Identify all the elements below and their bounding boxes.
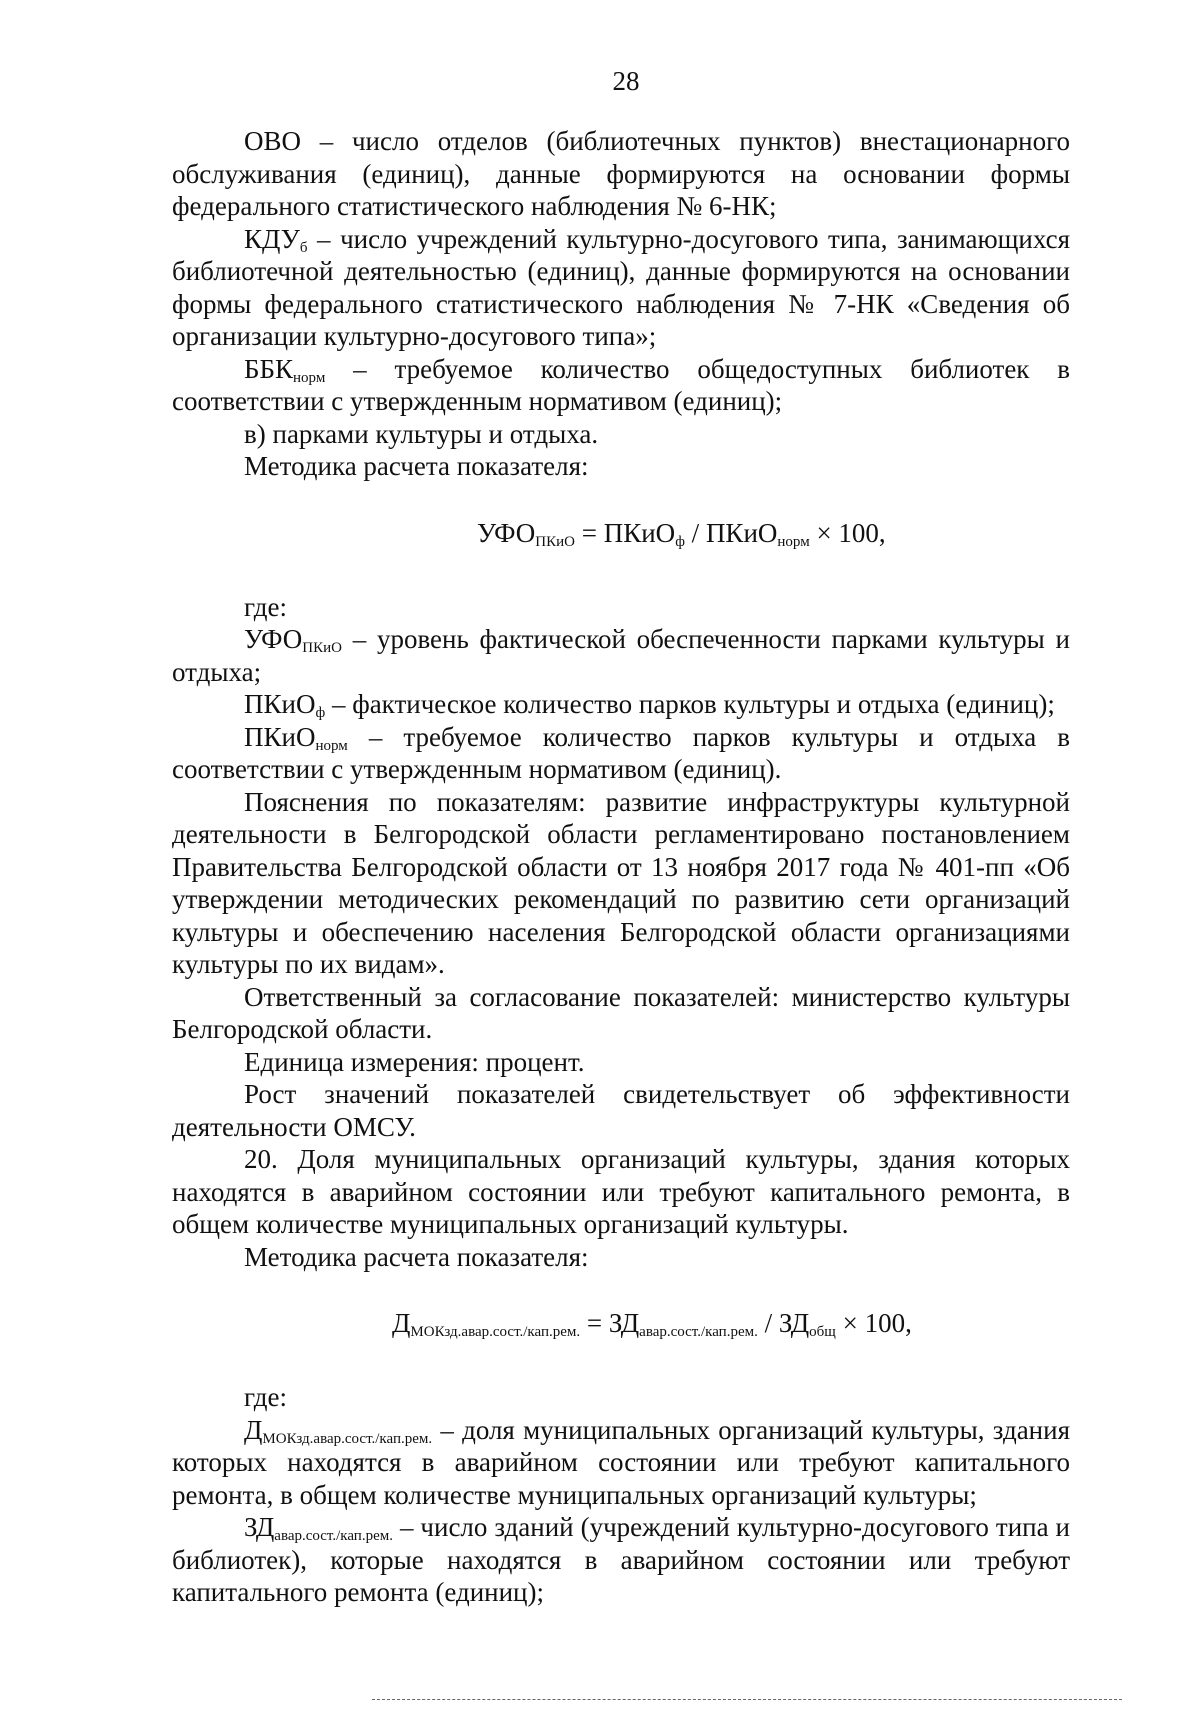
formula-numerator-subscript: ф bbox=[675, 533, 685, 550]
formula-emergency-buildings-share bbox=[172, 1307, 1070, 1339]
term-definition: – требуемое количество парков культуры и отдыха в соответствии с утвержденным нормативом (единиц). bbox=[172, 721, 1070, 784]
formula-lhs: УФО bbox=[477, 517, 536, 548]
paragraph bbox=[172, 688, 1070, 721]
paragraph bbox=[172, 721, 1070, 786]
term-subscript: ПКиО bbox=[302, 640, 342, 656]
term-definition: – число зданий (учреждений культурно-досугового типа и библиотек), которые находятся в аварийном состоянии или требуют капитального ремонта (единиц); bbox=[172, 1512, 1070, 1607]
term-symbol: ПКиО bbox=[244, 689, 316, 719]
paragraph: Единица измерения: процент. bbox=[244, 1046, 585, 1077]
term-subscript: авар.сост./кап.рем. bbox=[274, 1528, 393, 1544]
term-subscript: норм bbox=[315, 737, 348, 754]
term-symbol: ББК bbox=[244, 353, 294, 384]
formula-equals: = bbox=[574, 517, 604, 548]
term-subscript: ф bbox=[315, 705, 326, 721]
term-subscript: МОКзд.авар.сост./кап.рем. bbox=[262, 1430, 433, 1447]
formula-denominator: ПКиО bbox=[705, 517, 778, 548]
paragraph: Рост значений показателей свидетельствует об эффективности деятельности ОМСУ. bbox=[172, 1079, 1070, 1142]
term-symbol: КДУ bbox=[244, 223, 300, 254]
formula-equals: = bbox=[580, 1308, 609, 1338]
formula-numerator: ПКиО bbox=[603, 517, 676, 548]
paragraph: где: bbox=[244, 591, 287, 622]
formula-denominator: ЗД bbox=[778, 1308, 810, 1338]
paragraph: в) парками культуры и отдыха. bbox=[244, 418, 599, 449]
document-body bbox=[172, 125, 1070, 1609]
formula-numerator-subscript: авар.сост./кап.рем. bbox=[639, 1324, 758, 1340]
scan-edge-line bbox=[372, 1699, 1122, 1700]
formula-multiplier: × 100, bbox=[835, 1308, 912, 1338]
term-subscript: норм bbox=[293, 369, 326, 386]
formula-multiplier: × 100, bbox=[809, 517, 886, 548]
paragraph bbox=[172, 1414, 1070, 1512]
paragraph bbox=[172, 353, 1070, 418]
formula-numerator: ЗД bbox=[608, 1308, 640, 1338]
text-block-emergency-definitions bbox=[172, 1381, 1070, 1609]
term-definition: – требуемое количество общедоступных библиотек в соответствии с утвержденным нормативом (единиц); bbox=[172, 353, 1070, 416]
term-symbol: Д bbox=[244, 1414, 263, 1445]
paragraph: Методика расчета показателя: bbox=[244, 1241, 589, 1272]
term-subscript: б bbox=[299, 239, 308, 256]
term-definition: – уровень фактической обеспеченности парками культуры и отдыха; bbox=[172, 624, 1070, 687]
paragraph bbox=[172, 623, 1070, 688]
formula-denominator-subscript: общ bbox=[809, 1324, 836, 1340]
formula-denominator-subscript: норм bbox=[777, 533, 810, 550]
formula-lhs: Д bbox=[392, 1308, 411, 1338]
term-definition: – доля муниципальных организаций культуры, здания которых находятся в аварийном состоянии или требуют капитального ремонта, в общем количестве муниципальных организаций культуры; bbox=[172, 1414, 1070, 1510]
paragraph: ОВО – число отделов (библиотечных пунктов) внестационарного обслуживания (единиц), данные формируются на основании формы федерального статистического наблюдения № 6-НК; bbox=[172, 126, 1070, 221]
paragraph: Ответственный за согласование показателей: министерство культуры Белгородской области. bbox=[172, 981, 1070, 1044]
term-symbol: ЗД bbox=[244, 1512, 275, 1542]
paragraph: где: bbox=[244, 1382, 287, 1412]
paragraph bbox=[172, 1511, 1070, 1609]
formula-park-provision bbox=[172, 517, 1070, 549]
term-symbol: ПКиО bbox=[244, 721, 316, 752]
formula-lhs-subscript: ПКиО bbox=[535, 533, 575, 550]
page-number: 28 bbox=[612, 66, 640, 96]
paragraph: 20. Доля муниципальных организаций культуры, здания которых находятся в аварийном состоянии или требуют капитального ремонта, в общем количестве муниципальных организаций культуры. bbox=[172, 1144, 1070, 1239]
paragraph: Методика расчета показателя: bbox=[244, 451, 589, 481]
term-symbol: УФО bbox=[244, 624, 303, 654]
paragraph bbox=[172, 223, 1070, 353]
formula-divide: / bbox=[757, 1308, 779, 1338]
formula-lhs-subscript: МОКзд.авар.сост./кап.рем. bbox=[410, 1324, 581, 1340]
term-definition: – число учреждений культурно-досугового типа, занимающихся библиотечной деятельностью (единиц), данные формируются на основании формы федерального статистического наблюдения № 7-НК «Сведения об организации культурно-досугового типа»; bbox=[172, 223, 1070, 351]
text-block-definitions bbox=[172, 125, 1070, 483]
paragraph: Пояснения по показателям: развитие инфраструктуры культурной деятельности в Белгородской области регламентировано постановлением Правительства Белгородской области от 13 ноября 2017 года № 401-пп «Об утверждении методических рекомендаций по развитию сети организаций культуры и обеспечению населения Белгородской области организациями культуры по их видам». bbox=[172, 786, 1070, 979]
text-block-park-indicator bbox=[172, 591, 1070, 1274]
formula-divide: / bbox=[684, 517, 706, 548]
term-definition: – фактическое количество парков культуры и отдыха (единиц); bbox=[325, 689, 1055, 719]
